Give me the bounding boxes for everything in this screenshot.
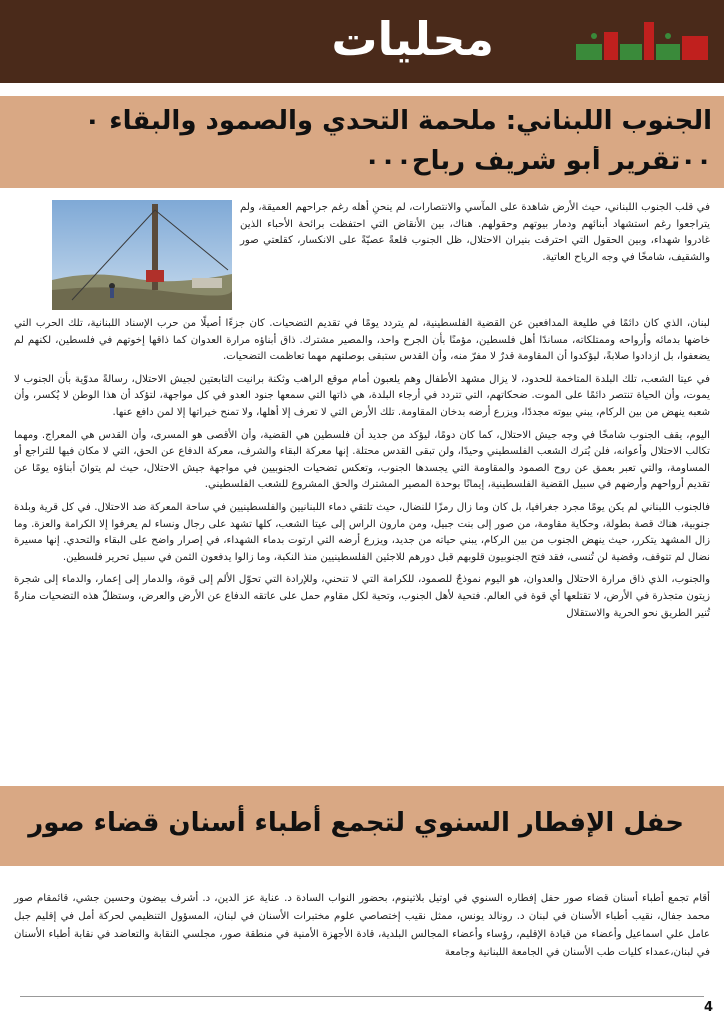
article-photo bbox=[52, 200, 232, 310]
publication-logo bbox=[574, 8, 716, 72]
section-title: محليات bbox=[331, 12, 494, 66]
article-paragraph: والجنوب، الذي ذاق مرارة الاحتلال والعدوان، هو اليوم نموذجٌ للصمود، للكرامة التي لا تنحني، وللإرادة التي تحوّل الألم إلى قوة، والدمار إلى إعمار، والدماء إلى شجرة زيتون متجذرة في الأرض، لا تقتلعها أي قوة في العالم. فتحية لأهل الجنوب، وتحية لكل مقاوم حمل على عاتقه الدفاع عن الأرض والعرض، وستظلّ هذه التضحيات منارةً تُنير الطريق نحو الحرية والاستقلال bbox=[14, 574, 710, 619]
article-byline: ٠٠تقرير أبو شريف رباح٠٠٠ bbox=[364, 146, 712, 176]
article-paragraph: لبنان، الذي كان دائمًا في طليعة المدافعين عن القضية الفلسطينية، لم يتردد يومًا في تقديم التضحيات. كان جزءًا أصيلًا من حرب الإسناد اللبنانية، تلك الحرب التي خاضها بدمائه وأرواحه وممتلكاته، مساندًا أهل فلسطين، مؤمنًا بأن الجرح واحد، والمصير مشترك. ذاق أبناؤه مرارة العدوان كما ذاقها إخوتهم في فلسطين، لكنهم لم يضعفوا، بل ازدادوا صلابةً، ليؤكدوا أن المقاومة قدرٌ لا مفرّ منه، وأن القدس ستبقى بوصلتهم مهما تعاظمت التضحيات. bbox=[14, 318, 710, 363]
article-paragraph: في قلب الجنوب اللبناني، حيث الأرض شاهدة على المآسي والانتصارات، لم ينحنِ أهله رغم جراحهم العميقة، ولم يتراجعوا رغم استشهاد أبنائهم ودمار بيوتهم وحقولهم. هناك، بين الأنقاض التي احتفظت برائحة الأحباء الذين غادروا شهداء، وبين الحقول التي احترقت بنيران الاحتلال، ظل الجنوب قلعةً عصيّةً على الانكسار، كقلعتي صور والشقيف، شامخًا في وجه الرياح العاتية. bbox=[240, 202, 710, 263]
article-paragraph: اليوم، يقف الجنوب شامخًا في وجه جيش الاحتلال، كما كان دومًا، ليؤكد من جديد أن فلسطين هي القضية، وأن الأقصى هو المسرى، وأن القدس هي المعراج. ومهما تكالب الاحتلال وأعوانه، فلن يُترك الشعب الفلسطيني وحيدًا، ولن تبقى القدس محتلة. إنها معركة البقاء والشرف، معركة الدفاع عن الحق، التي لا مكان فيها للتراجع أو المساومة، والتي تعبر بعمق عن روح الصمود والمقاومة التي يجسدها الجنوب، وتعكس تضحيات الجنوبيين في مواجهة جيش الاحتلال، حيث لم يتوانَ أبناؤه يومًا عن تقديم أرواحهم وأرضهم في سبيل القضية الفلسطينية، إيمانًا بوحدة المصير المشترك والحق المشروع للشعب الفلسطيني. bbox=[14, 429, 710, 491]
landscape-photo-icon bbox=[52, 200, 232, 310]
article-paragraph: فالجنوب اللبناني لم يكن يومًا مجرد جغرافيا، بل كان وما زال رمزًا للنضال، حيث تلتقي دماء اللبنانيين والفلسطينيين في ساحة المعركة ضد الاحتلال. في كل قرية وبلدة جنوبية، هناك قصة بطولة، وحكاية مقاومة، من صور إلى بنت جبيل، ومن مارون الراس إلى عيتا الشعب، كلها تشهد على رجال ونساء لم يعرفوا إلا الكرامة والعزة. وما زال المشهد يتكرر، حيث ينهض الجنوب من بين الركام، يبني حياته من جديد، ويزرع أرضه التي ارتوت بدماء الشهداء، في إصرار واضح على البقاء والتحدي. إنها مسيرة نضال لم تتوقف، وقضية لن تُنسى، فقد فتح الجنوبيون قلوبهم قبل دورهم للاجئين الفلسطينيين منذ النكبة، وما زالوا يدفعون الثمن في سبيل تحرير فلسطين. bbox=[14, 501, 710, 563]
masthead bbox=[0, 0, 724, 83]
article-body-intro bbox=[240, 200, 710, 272]
article-headline: الجنوب اللبناني: ملحمة التحدي والصمود والبقاء ٠ bbox=[84, 106, 712, 136]
article-paragraph: أقام تجمع أطباء أسنان قضاء صور حفل إفطاره السنوي في اوتيل بلاتينوم، بحضور النواب السادة د. عناية عز الدين، د. أشرف بيضون وحسين جشي، قائمقام صور محمد جفال، نقيب أطباء الأسنان في لبنان د. رونالد يونس، ممثل نقيب إختصاصي علوم مختبرات الأسنان في لبنان، المسؤول التنظيمي لحركة أمل في إقليم جبل عامل علي اسماعيل وأعضاء من قيادة الإقليم، رؤساء وأعضاء المجالس البلدية، قادة الأجهزة الأمنية في منطقة صور، مجلسي النقابة والتعاضد في نقابة أطباء الأسنان في لبنان،عمداء كليات طب الأسنان في الجامعة اللبنانية وجامعة bbox=[14, 893, 710, 958]
second-article-headline-block bbox=[0, 786, 724, 866]
footer-divider bbox=[20, 996, 704, 997]
second-article-body bbox=[14, 890, 710, 962]
article-paragraph: في عيتا الشعب، تلك البلدة المتاخمة للحدود، لا يزال مشهد الأطفال وهم يلعبون أمام موقع الراهب وثكنة برانيت التابعتين لجيش الاحتلال، رسالةً مدوّية بأن الجنوب لا يموت، وأن الحياة تنتصر دائمًا على الموت. ضحكاتهم، التي تتردد في أرجاء البلدة، هي ذاتها التي سمعها جنود العدو في كل مواجهة، لتؤكد أن هذا الوطن لا يُكسر، وأن شعبه ينهض من بين الركام، يبني بيوته مجددًا، ويزرع أرضه بدخان المقاومة. تلك الأرض التي لا تعرف إلا أهلها، ولا تمنح خيراتها إلا لمن دافع عنها. bbox=[14, 373, 710, 418]
second-article-headline: حفل الإفطار السنوي لتجمع أطباء أسنان قضاء صور bbox=[28, 808, 684, 838]
page-number: 4 bbox=[704, 1000, 714, 1015]
logo-mark-icon bbox=[574, 14, 714, 66]
article-body bbox=[14, 316, 710, 628]
article-headline-block bbox=[0, 96, 724, 188]
